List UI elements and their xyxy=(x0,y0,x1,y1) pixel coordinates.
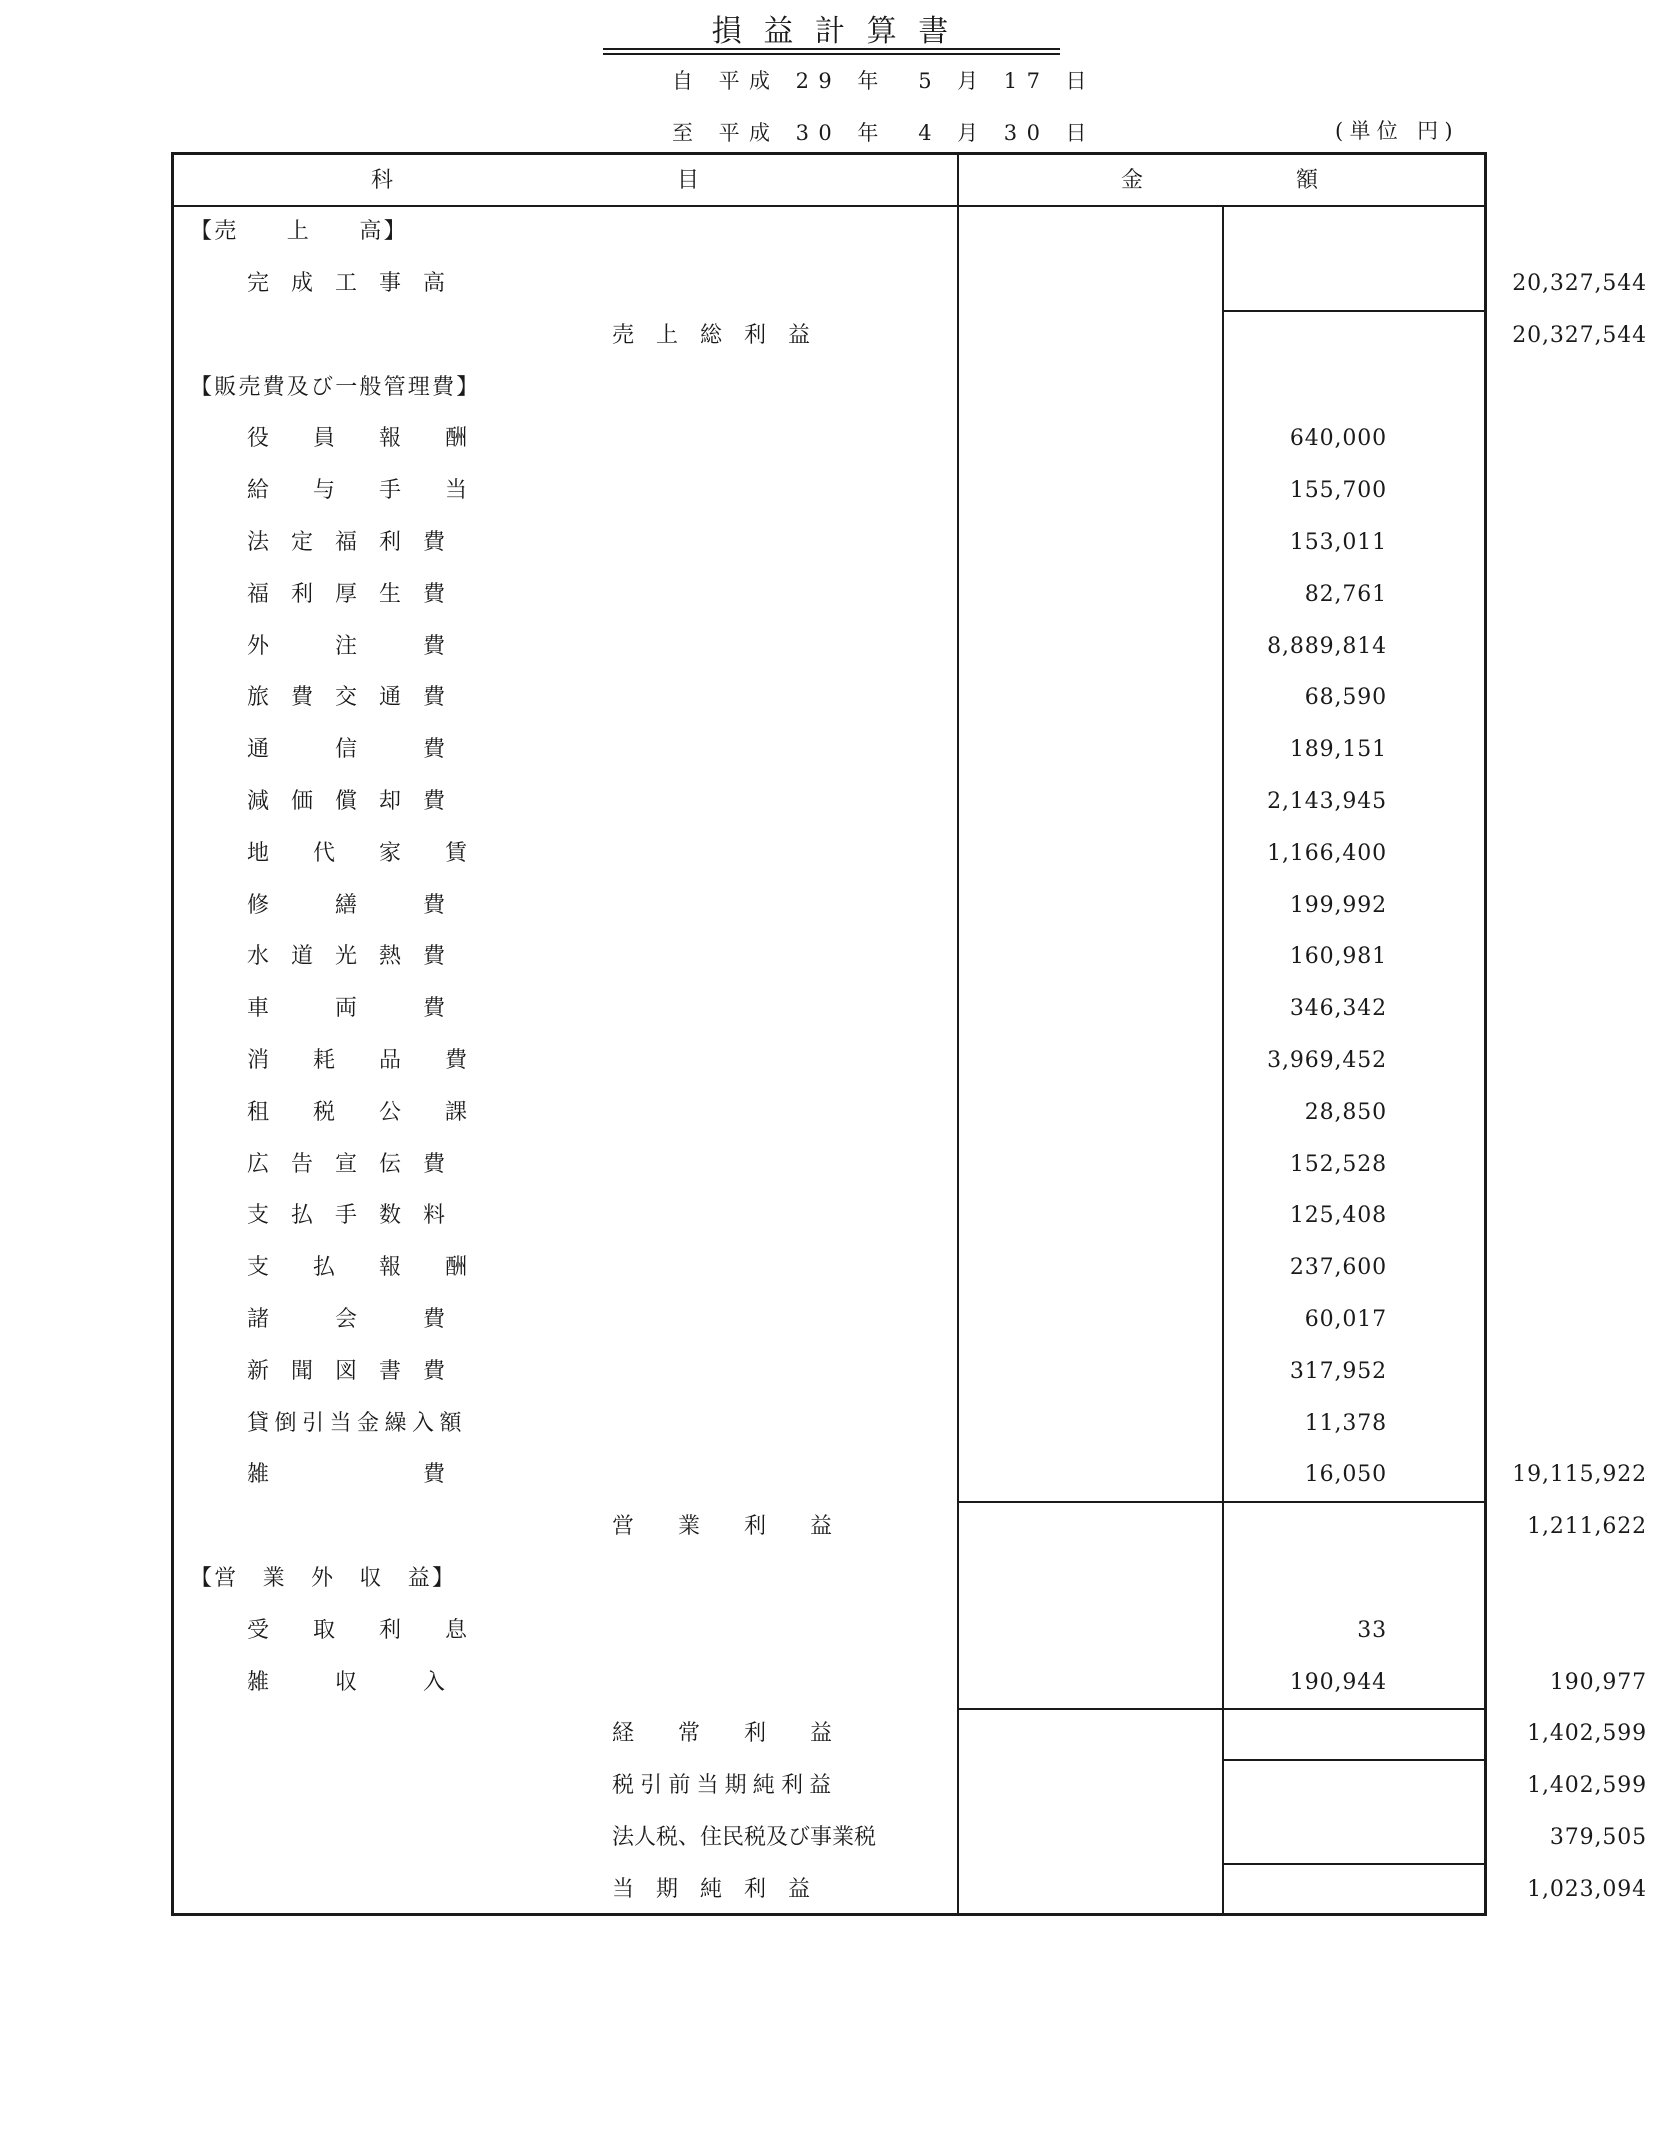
section-non-operating: 【営 業 外 収 益】 xyxy=(190,1566,457,1591)
sga-item-label: 新 聞 図 書 費 xyxy=(247,1359,446,1384)
non-op-item-amount: 33 xyxy=(1357,1618,1387,1643)
header-amount-2: 額 xyxy=(1296,168,1319,193)
sga-item-label: 旅 費 交 通 費 xyxy=(247,685,446,710)
sga-item-amount: 125,408 xyxy=(1289,1203,1387,1228)
sga-item-amount: 152,528 xyxy=(1289,1152,1387,1177)
operating-income-amount: 1,211,622 xyxy=(1527,1514,1647,1539)
sga-item-label: 雑 費 xyxy=(247,1462,446,1487)
sga-item-amount: 346,342 xyxy=(1289,996,1387,1021)
sga-item-amount: 82,761 xyxy=(1304,582,1387,607)
sga-item-label: 地 代 家 賃 xyxy=(247,841,468,866)
unit-label: (単位 円) xyxy=(1335,119,1459,143)
document-title: 損益計算書 xyxy=(711,14,970,49)
gross-profit-label: 売 上 総 利 益 xyxy=(612,323,811,348)
sga-item-label: 給 与 手 当 xyxy=(247,478,468,503)
sga-item-label: 役 員 報 酬 xyxy=(247,426,468,451)
sga-item-label: 貸倒引当金繰入額 xyxy=(247,1411,468,1436)
sga-item-label: 支 払 報 酬 xyxy=(247,1255,468,1280)
sga-item-amount: 3,969,452 xyxy=(1267,1048,1387,1073)
sga-item-amount: 237,600 xyxy=(1289,1255,1387,1280)
sga-item-amount: 317,952 xyxy=(1289,1359,1387,1384)
sga-item-label: 減 価 償 却 費 xyxy=(247,789,446,814)
taxes-amount: 379,505 xyxy=(1549,1825,1647,1850)
sga-item-label: 福 利 厚 生 費 xyxy=(247,582,446,607)
completed-work-label: 完 成 工 事 高 xyxy=(247,271,446,296)
sga-item-amount: 160,981 xyxy=(1289,944,1387,969)
header-subject-1: 科 xyxy=(371,168,394,193)
net-income-amount: 1,023,094 xyxy=(1527,1877,1647,1902)
non-op-item-amount: 190,944 xyxy=(1289,1670,1387,1695)
section-sga: 【販売費及び一般管理費】 xyxy=(190,375,481,400)
sga-item-amount: 199,992 xyxy=(1289,893,1387,918)
sga-item-label: 通 信 費 xyxy=(247,737,446,762)
sga-item-amount: 11,378 xyxy=(1304,1411,1387,1436)
sga-item-amount: 68,590 xyxy=(1304,685,1387,710)
ordinary-income-amount: 1,402,599 xyxy=(1527,1721,1647,1746)
sga-item-amount: 1,166,400 xyxy=(1267,841,1387,866)
header-subject-2: 目 xyxy=(677,168,700,193)
sga-item-amount: 155,700 xyxy=(1289,478,1387,503)
sga-item-amount: 8,889,814 xyxy=(1267,634,1387,659)
sga-item-amount: 60,017 xyxy=(1304,1307,1387,1332)
net-income-label: 当 期 純 利 益 xyxy=(612,1877,811,1902)
sga-item-label: 車 両 費 xyxy=(247,996,446,1021)
section-sales: 【売 上 高】 xyxy=(190,219,408,244)
non-op-total-amount: 190,977 xyxy=(1549,1670,1647,1695)
sga-item-amount: 16,050 xyxy=(1304,1462,1387,1487)
sga-item-label: 消 耗 品 費 xyxy=(247,1048,468,1073)
sga-item-label: 諸 会 費 xyxy=(247,1307,446,1332)
period-from: 自 平成 29 年 5 月 17 日 xyxy=(672,69,1096,93)
header-amount-1: 金 xyxy=(1121,168,1144,193)
sga-item-label: 租 税 公 課 xyxy=(247,1100,468,1125)
sga-item-label: 外 注 費 xyxy=(247,634,446,659)
sga-item-label: 法 定 福 利 費 xyxy=(247,530,446,555)
income-statement-table xyxy=(171,152,1647,1916)
sga-item-label: 修 繕 費 xyxy=(247,893,446,918)
sga-item-amount: 28,850 xyxy=(1304,1100,1387,1125)
non-op-item-label: 雑 収 入 xyxy=(247,1670,446,1695)
sga-item-label: 広 告 宣 伝 費 xyxy=(247,1152,446,1177)
pretax-income-amount: 1,402,599 xyxy=(1527,1773,1647,1798)
sga-item-label: 支 払 手 数 料 xyxy=(247,1203,446,1228)
title-underline-bottom xyxy=(603,53,1060,55)
ordinary-income-label: 経 常 利 益 xyxy=(612,1721,833,1746)
sga-total-amount: 19,115,922 xyxy=(1512,1462,1647,1487)
sga-item-amount: 153,011 xyxy=(1289,530,1387,555)
gross-profit-amount: 20,327,544 xyxy=(1512,323,1647,348)
non-op-item-label: 受 取 利 息 xyxy=(247,1618,468,1643)
completed-work-amount: 20,327,544 xyxy=(1512,271,1647,296)
sga-item-amount: 640,000 xyxy=(1289,426,1387,451)
sga-item-amount: 2,143,945 xyxy=(1267,789,1387,814)
pretax-income-label: 税引前当期純利益 xyxy=(612,1773,838,1798)
sga-item-amount: 189,151 xyxy=(1289,737,1387,762)
operating-income-label: 営 業 利 益 xyxy=(612,1514,833,1539)
sga-item-label: 水 道 光 熱 費 xyxy=(247,944,446,969)
title-underline-top xyxy=(603,48,1060,50)
period-to: 至 平成 30 年 4 月 30 日 xyxy=(672,121,1096,145)
taxes-label: 法人税、住民税及び事業税 xyxy=(612,1825,877,1850)
